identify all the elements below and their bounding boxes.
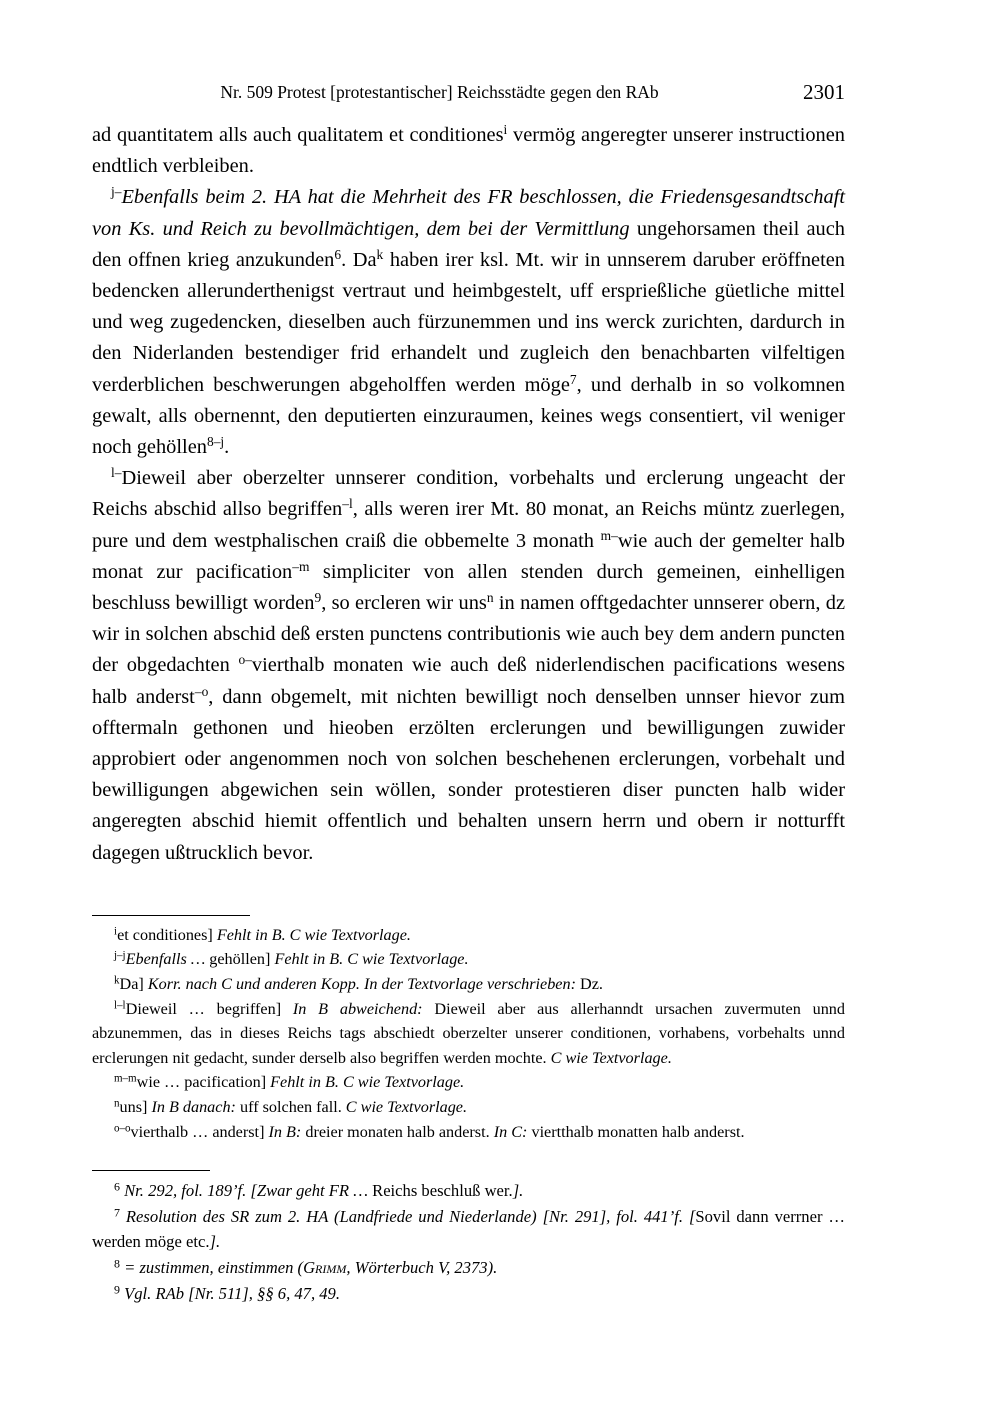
apparatus-bracket: ] — [138, 975, 144, 994]
footnote-text-italic: ]. — [209, 1232, 221, 1252]
apparatus-entry-i — [92, 923, 845, 948]
apparatus-marker-l-open: l– — [111, 465, 122, 481]
apparatus-lemma: uns — [119, 1098, 142, 1117]
apparatus-entry-n — [92, 1095, 845, 1120]
apparatus-bracket: ] — [260, 1073, 267, 1092]
footnote-text-italic: ]. — [512, 1181, 524, 1201]
body-text-run: Dieweil aber oberzelter unnserer condition, vorbehalts und erclerung ungeacht der Reichs abschid allso begriffen — [92, 467, 845, 521]
apparatus-lemma: et conditiones — [117, 925, 208, 944]
apparatus-entry-marker: l–l — [114, 999, 126, 1012]
body-text-run: in namen offtgedachter unnserer obern, dz wir in solchen abschid deß ersten punctens contributionis wie auch bey dem andern puncten der obgedachten — [92, 592, 845, 677]
footnote-marker-9: 9 — [314, 590, 322, 606]
apparatus-note-italic: In B abweichend: — [281, 999, 423, 1018]
page-content — [92, 0, 845, 1306]
footnote-marker-7: 7 — [569, 371, 577, 387]
apparatus-entry-marker: i — [114, 925, 118, 938]
apparatus-marker-n: n — [486, 590, 494, 606]
apparatus-entry-j — [92, 947, 845, 972]
apparatus-entry-marker: k — [114, 974, 120, 987]
apparatus-entry-marker: n — [114, 1097, 120, 1110]
footnote-marker-6: 6 — [334, 246, 342, 262]
apparatus-marker-j-open: j– — [111, 184, 122, 200]
apparatus-marker-o-close: –o — [194, 683, 209, 699]
footnote-entry-7 — [92, 1204, 845, 1255]
apparatus-note-roman: uff solchen fall. — [235, 1098, 346, 1117]
paragraph-j — [92, 182, 845, 463]
body-text-run: simpliciter von allen stenden durch gemeinen, einhelligen beschluss bewilligt worden — [92, 560, 845, 615]
apparatus-note-italic: In B danach: — [147, 1098, 236, 1117]
apparatus-note-tail-italic: C wie Textvorlage. — [550, 1048, 672, 1067]
apparatus-letters — [92, 915, 845, 1144]
footnote-number: 8 — [114, 1256, 120, 1271]
apparatus-note: Fehlt in B. C wie Textvorlage. — [266, 1073, 465, 1092]
apparatus-marker-m-close: –m — [292, 558, 310, 574]
body-text-run: . — [224, 436, 230, 459]
footnote-smallcaps-name: Grimm — [303, 1258, 347, 1277]
apparatus-entry-k — [92, 972, 845, 997]
apparatus-lemma: vierthalb … anderst — [130, 1122, 260, 1141]
apparatus-marker-k: k — [376, 246, 384, 262]
apparatus-lemma: gehöllen — [209, 950, 266, 969]
body-text-run: , alls weren irer Mt. 80 monat, an Reichs müntz zuerlegen, pure und dem westphalischen craiß die obbemelte 3 monath — [92, 498, 845, 552]
apparatus-bracket: ] — [207, 925, 213, 944]
apparatus-lemma: Da — [119, 975, 139, 994]
running-head-title: Nr. 509 Protest [protestantischer] Reichsstädte gegen den RAb — [220, 82, 659, 102]
apparatus-marker-l-close: –l — [342, 496, 353, 512]
footnote-entry-9 — [92, 1281, 845, 1307]
apparatus-note-italic: In C: — [493, 1122, 528, 1141]
apparatus-bracket: ] — [265, 950, 271, 969]
paragraph-l — [92, 463, 845, 869]
apparatus-note: Fehlt in B. C wie Textvorlage. — [270, 950, 469, 969]
footnote-marker-8: 8 — [206, 434, 214, 450]
body-text-italic-run: Ebenfalls beim 2. HA hat die Mehrheit des FR beschlossen, die Friedensgesandtschaft von Ks. und Reich zu bevollmächtigen, dem bei der Vermittlung — [92, 186, 845, 240]
apparatus-entry-marker: m–m — [114, 1073, 137, 1086]
footnote-text-italic: Nr. 292, fol. 189’f. [Zwar geht FR … — [119, 1181, 373, 1201]
body-text-run: ad quantitatem alls auch qualitatem et conditiones — [92, 124, 504, 146]
apparatus-note-tail: Dz. — [575, 975, 603, 994]
body-text-run: vermög angeregter unserer instructionen endtlich verbleiben. — [92, 124, 845, 178]
paragraph-continuation — [92, 120, 845, 182]
apparatus-entry-m — [92, 1070, 845, 1095]
apparatus-bracket: ] — [142, 1098, 148, 1117]
body-text-run: . Da — [341, 248, 377, 271]
footnote-text-roman: Reichs beschluß wer. — [372, 1181, 513, 1201]
body-text-run: , und derhalb in so volkomnen gewalt, alls obernennt, den deputierten einzuraumen, keines wegs consentiert, vil weniger noch gehöllen — [92, 373, 845, 459]
apparatus-lemma: Dieweil … begriffen — [125, 999, 276, 1018]
apparatus-lemma-italic: Ebenfalls … — [125, 950, 210, 969]
body-text-run: , so ercleren wir uns — [321, 592, 487, 615]
apparatus-bracket: ] — [275, 999, 282, 1018]
apparatus-note-roman: Dieweil aber aus allerhanndt ursachen zuvermuten unnd abzunemmen, das in dieses Reichs tags abschiedt oberzelter unserer conditionen, vorhabens, vorbehalts unnd erclerungen nit gedacht, sunder derselb also begriffen werden mochte. — [92, 999, 845, 1067]
footnote-text-italic: Resolution des SR zum 2. HA (Landfriede und Niederlande) [Nr. 291], fol. 441’f. [ — [119, 1206, 696, 1226]
apparatus-marker-o-open: o– — [238, 652, 252, 668]
apparatus-entry-o — [92, 1120, 845, 1145]
apparatus-marker-j-close: –j — [213, 434, 225, 450]
apparatus-marker-m-open: m– — [600, 527, 618, 543]
footnotes-numbered — [92, 1170, 845, 1306]
apparatus-entry-l — [92, 997, 845, 1071]
footnote-text-italic: , Wörterbuch V, 2373). — [346, 1258, 498, 1277]
body-text-run: , dann obgemelt, mit nichten bewilligt noch denselben unnser hievor zum offtermaln gethonen und hieoben erzölten erclerungen und bewilligungen zuwider approbiert oder angenommen noch von solchen beschehenen erclerungen, vorbehalt und bewilligungen abgewichen sein wöllen, sonder protestieren diser puncten halb wider angeregten abschid hiemit offentlich und behalten unsern herrn und obern ir notturfft dagegen ußtrucklich bevor. — [92, 685, 845, 864]
body-text — [92, 120, 845, 869]
body-text-run: haben irer ksl. Mt. wir in unnserem daruber eröffneten bedencken allerunderthenigst vertraut und heimbgestelt, uff ersprießliche güetliche mittel und weg zugedencken, dieselben auch fürzunemmen und ins werck zurichten, dardurch in den Niderlanden bestendiger frid erhandelt und zugleich den benachbarten vilfeltigen verderblichen beschwerungen abgeholffen werden möge — [92, 248, 846, 396]
footnote-rule-numbers — [92, 1170, 210, 1171]
footnote-text-roman: Sovil dann verrner … werden möge etc. — [92, 1206, 845, 1252]
apparatus-bracket: ] — [259, 1122, 265, 1141]
body-text-run: vierthalb monaten wie auch deß niderlendischen pacifications wesens halb anderst — [92, 654, 845, 708]
footnote-number: 7 — [114, 1205, 120, 1220]
body-text-run: ungehorsamen theil auch den offnen krieg anzukunden — [92, 217, 845, 271]
apparatus-note-tail-italic: C wie Textvorlage. — [345, 1098, 468, 1117]
footnote-text-italic: = zustimmen, einstimmen ( — [119, 1258, 304, 1277]
running-head — [92, 76, 845, 108]
apparatus-note-italic: In B: — [264, 1122, 302, 1141]
apparatus-entry-marker: j–j — [114, 950, 126, 963]
apparatus-rule-letters — [92, 915, 250, 916]
apparatus-marker-i: i — [503, 122, 508, 137]
apparatus-note: Fehlt in B. C wie Textvorlage. — [212, 925, 411, 944]
page-number: 2301 — [803, 80, 845, 104]
footnote-text-italic: Vgl. RAb [Nr. 511], §§ 6, 47, 49. — [119, 1283, 340, 1303]
body-text-run: wie auch der gemelter halb monat zur pacification — [92, 529, 845, 583]
footnote-entry-8 — [92, 1255, 845, 1281]
apparatus-note-roman: viertthalb monatten halb anderst. — [527, 1122, 745, 1141]
footnote-entry-6 — [92, 1178, 845, 1204]
footnote-number: 9 — [114, 1281, 120, 1296]
apparatus-lemma: wie … pacification — [136, 1073, 261, 1092]
apparatus-entry-marker: o–o — [114, 1122, 131, 1135]
apparatus-note-roman: dreier monaten halb anderst. — [301, 1122, 494, 1141]
apparatus-note: Korr. nach C und anderen Kopp. In der Textvorlage verschrieben: — [143, 975, 576, 994]
footnote-number: 6 — [114, 1179, 120, 1194]
